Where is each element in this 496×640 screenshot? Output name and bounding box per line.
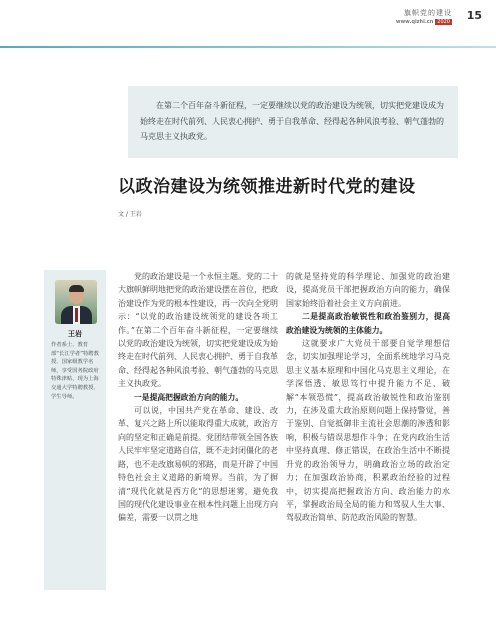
magazine-url — [396, 19, 452, 25]
paragraph: 这就要求广大党员干部要自觉学理想信念，切实加强理论学习，全面系统地学习马克思主义基本原理和中国化马克思主义理论，在学深悟透、敏思笃行中提升能力不足、破解“本领恐慌”，提高政治敏锐性和政治鉴别力，在涉及重大政治原则问题上保持警觉，善于鉴别、自觉抵御非主流社会思潮的渗透和影响，积极与错误思想作斗争；在党内政治生活中坚持真理、修正错误，在政治生活中不断提升党的政治领导力，明确政治立场的政治定力；在加强政治协商，积累政治经验的过程中，切实提高把握政治方向、政治能力的水平，掌握政治局全局的能力和驾驭人生大事、驾驭政治简单、防范政治风险的智慧。 — [286, 339, 450, 523]
page-number: 15 — [466, 9, 482, 22]
author-photo — [55, 280, 97, 324]
byline: 文 / 王岩 — [118, 211, 142, 218]
author-bio: 作者系士、教育部“长江学者”特聘教授、国家级教学名师，享受国务院政府特殊津贴，现为上海交通大学特聘教授、学生导师。 — [51, 342, 99, 400]
magazine-name: 旗帜党的建设 — [404, 9, 452, 17]
photo-tie — [75, 308, 78, 322]
masthead — [396, 8, 452, 25]
section-heading: 一是提高把握政治方向的能力。 — [134, 392, 244, 402]
pull-quote: 在第二个百年奋斗新征程，一定要继续以党的政治建设为统领，切实把党建设成为始终走在时代前列、人民衷心拥护、勇于自我革命、经得起各种风浪考验、朝气蓬勃的马克思主义执政党。 — [128, 86, 458, 158]
body-column-2 — [286, 270, 450, 525]
article-title: 以政治建设为统领推进新时代党的建设 — [118, 177, 416, 197]
url-badge: 2020 — [437, 19, 450, 25]
section-heading: 二是提高政治敏锐性和政治鉴别力，提高政治建设为统领的主体能力。 — [286, 312, 450, 335]
paragraph: 的就是坚持党的科学理论、加强党的政治建设，提高党员干部把握政治方向的能力，确保国家始终沿着社会主义方向前进。 — [286, 272, 450, 308]
paragraph: 可以说，中国共产党在革命、建设、改革、复兴之路上所以能取得重大成就，政治方向的坚定和正确是前提。党团结带领全国各族人民牢牢坚定道路自信，既不走封闭僵化的老路，也不走改旗易帜的邪路，而是开辟了中国特色社会主义道路的新境界。当前，为了摒清“现代化就是西方化”的思想迷雾，避免我国的现代化建设事业在根本性问题上出现方向偏差，需要一以贯之地 — [118, 406, 278, 523]
author-name: 王岩 — [68, 330, 82, 338]
body-column-1 — [118, 270, 278, 525]
paragraph: 党的政治建设是一个永恒主题。党的二十大旗帜鲜明地把党的政治建设摆在首位，把政治建设作为党的根本性建设，再一次向全党明示：“以党的政治建设统领党的建设各项工作。”在第二个百年奋斗新征程，一定要继续以党的政治建设为统领，切实把党建设成为始终走在时代前列、人民衷心拥护、勇于自我革命、经得起各种风浪考验、朝气蓬勃的马克思主义执政党。 — [118, 272, 278, 389]
header-rule — [0, 46, 496, 48]
photo-hair — [69, 285, 84, 292]
url-text: www.qizhi.cn — [395, 19, 434, 25]
